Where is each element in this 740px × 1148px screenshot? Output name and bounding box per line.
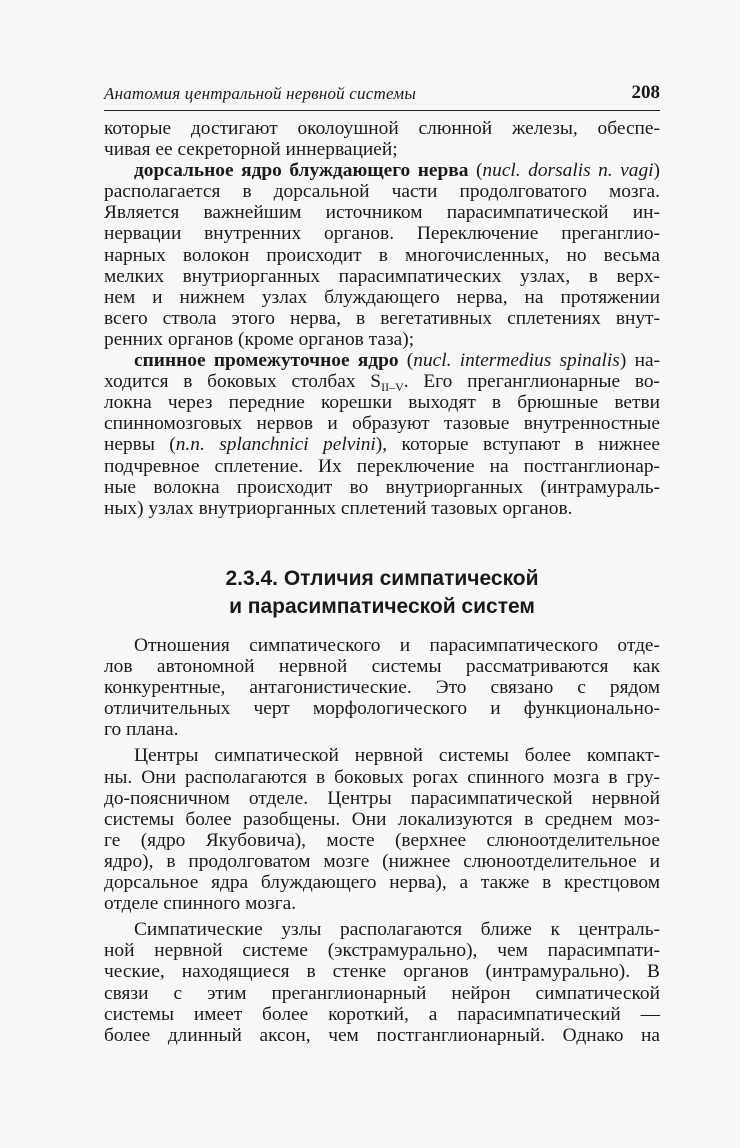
text-line: лов автономной нервной системы рассматриваются как (104, 656, 660, 678)
text-line: нарных волокон происходит в многочисленных, но весьма (104, 244, 660, 266)
text-line: спинномозговых нервов и образуют тазовые внутренностные (104, 413, 660, 435)
text-fragment: на- (634, 350, 661, 372)
text-line: ядро), в продолговатом мозге (нижнее слюноотделительное и (104, 850, 660, 872)
paragraph-dorsal-nucleus (104, 160, 660, 350)
text-line: ных) узлах внутриорганных сплетений тазовых органов. (104, 497, 573, 519)
text-line: нем и нижнем узлах блуждающего нерва, на протяжении (104, 286, 660, 308)
page-number: 208 (631, 82, 660, 103)
running-title: Анатомия центральной нервной системы (104, 84, 417, 103)
text-line: Симпатические узлы располагаются ближе к централь- (134, 919, 660, 941)
paragraph (104, 118, 660, 160)
paragraph (104, 635, 660, 740)
section-heading (104, 565, 660, 621)
text-line (104, 434, 660, 455)
latin-term: nucl. dorsalis n. vagi (482, 160, 654, 182)
text-line: ческие, находящиеся в стенке органов (интрамурально). В (104, 961, 660, 983)
latin-term: n.n. splanchnici pelvini (175, 434, 376, 456)
text-line: конкурентные, антагонистические. Это связано с рядом (104, 677, 660, 699)
heading-line: и парасимпатической систем (229, 595, 535, 618)
text-line (104, 371, 660, 395)
text-line: до-поясничном отделе. Центры парасимпатической нервной (104, 787, 660, 809)
paragraph (104, 919, 660, 1046)
text-line: всего ствола этого нерва, в вегетативных сплетениях внут- (104, 307, 660, 329)
text-line: ренних органов (кроме органов таза); (104, 328, 415, 350)
text-line: более длинный аксон, чем постганглионарный. Однако на (104, 1024, 660, 1046)
text-line: системы более разобщены. Они локализуются в среднем моз- (104, 808, 660, 830)
text-line: которые достигают околоушной слюнной железы, обеспе- (104, 118, 660, 139)
text-line: ной нервной системе (экстрамурально), чем парасимпати- (104, 940, 660, 962)
text-line: спинное промежуточное ядро (nucl. intermedius spinalis) на- (134, 350, 661, 372)
text-line: ные волокна происходит во внутриорганных (интрамураль- (104, 476, 660, 498)
text-fragment: . Его преганглионарные во- (403, 371, 660, 393)
paragraph (104, 745, 660, 914)
text-line: отличительных черт морфологического и функционально- (104, 698, 660, 720)
text-line: Является важнейшим источником парасимпатической ин- (104, 202, 660, 224)
text-line: го плана. (104, 719, 179, 741)
text-fragment: ), которые вступают в нижнее (375, 434, 660, 456)
text-line: чивая ее секреторной иннервацией; (104, 139, 398, 161)
text-line: отделе спинного мозга. (104, 893, 297, 915)
text-line: связи с этим преганглионарный нейрон симпатической (104, 982, 660, 1004)
paragraph-spinal-nucleus (104, 350, 660, 519)
text-line: ны. Они располагаются в боковых рогах спинного мозга в гру- (104, 766, 660, 788)
text-line: подчревное сплетение. Их переключение на постганглионар- (104, 455, 660, 477)
text-line: располагается в дорсальной части продолговатого мозга. (104, 181, 660, 203)
text-line: ге (ядро Якубовича), мосте (верхнее слюноотделительное (104, 829, 660, 851)
text-line: Центры симпатической нервной системы более компакт- (134, 745, 660, 767)
text-line: Отношения симпатического и парасимпатического отде- (134, 635, 660, 656)
body-text-lower (104, 635, 660, 1046)
text-fragment: ходится в боковых столбах S (104, 371, 382, 393)
term: дорсальное ядро блуждающего нерва (134, 160, 469, 182)
text-line: дорсальное ядро блуждающего нерва (nucl. dorsalis n. vagi) (134, 160, 660, 182)
body-text-upper (104, 118, 660, 519)
text-line: мелких внутриорганных парасимпатических узлах, в верх- (104, 265, 660, 287)
text-line: дорсальное ядра блуждающего нерва), а также в крестцовом (104, 872, 660, 894)
latin-term: nucl. intermedius spinalis (413, 350, 620, 372)
heading-line: 2.3.4. Отличия симпатической (225, 567, 539, 590)
text-line: нервации внутренних органов. Переключение преганглио- (104, 223, 660, 245)
text-fragment: нервы ( (104, 434, 176, 456)
running-header (104, 80, 660, 111)
term: спинное промежуточное ядро (134, 350, 399, 372)
text-line: локна через передние корешки выходят в брюшные ветви (104, 392, 660, 414)
subscript: II–V (381, 380, 404, 395)
text-line: системы имеет более короткий, а парасимпатический — (104, 1003, 660, 1025)
